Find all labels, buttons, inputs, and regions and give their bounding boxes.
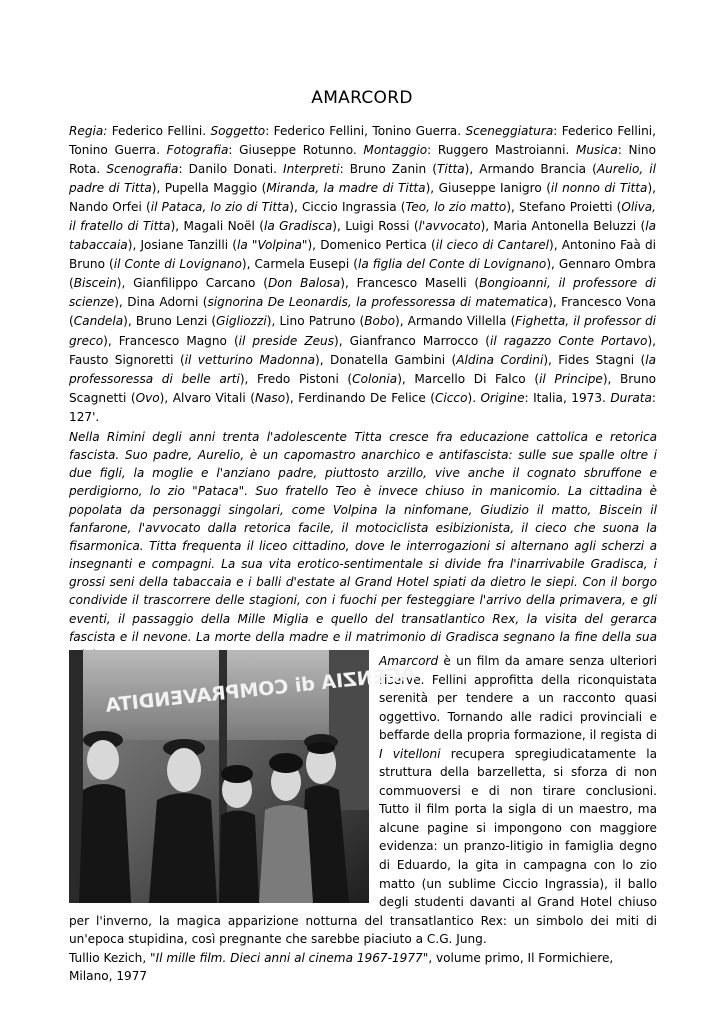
credits-text-segment: : Giuseppe Rotunno.	[228, 143, 364, 158]
credits-text-segment: ), Armando Brancia (	[464, 162, 597, 177]
credits-text-segment: il Pataca, lo zio di Titta	[150, 200, 290, 215]
credits-text-segment: Oliva, il fratello di Titta	[69, 200, 657, 234]
credits-text-segment: ), Fides Stagni (	[543, 352, 646, 367]
credits-text-segment: ), Alvaro Vitali (	[159, 390, 255, 405]
credits-text-segment: ), Stefano Proietti (	[506, 200, 622, 215]
credits-text-segment: ), Fredo Pistoni (	[239, 371, 353, 386]
credits-text-segment: : Federico Fellini, Tonino Guerra.	[265, 124, 466, 138]
credits-text-segment: Regia:	[69, 124, 108, 138]
credits-text-segment: Fighetta, il professor di greco	[69, 314, 656, 348]
credits-text-segment: ), Donatella Gambini (	[315, 352, 457, 367]
review-section	[69, 652, 657, 986]
source-text-segment: Il mille film. Dieci anni al cinema 1967-1977	[155, 950, 423, 965]
credits-text-segment: la "Volpina"	[236, 238, 308, 253]
credits-text-segment: ), Gennaro Ombra (	[69, 257, 656, 291]
credits-text-segment: il Conte di Lovignano	[113, 257, 242, 272]
credits-text-segment: : Italia, 1973.	[524, 390, 611, 405]
credits-text-segment: ).	[467, 390, 481, 405]
credits-text-segment: Cicco	[434, 390, 468, 405]
page-title: AMARCORD	[311, 88, 413, 108]
source-text-segment: ", volume primo, Il Formichiere, Milano, 1977	[69, 950, 614, 984]
credits-text-segment: il nonno di Titta	[550, 181, 648, 196]
credits-text-segment: Federico Fellini.	[107, 124, 211, 138]
credits-text-segment: Don Balosa	[267, 276, 341, 291]
credits-text-segment: il preside Zeus	[238, 333, 335, 348]
credits-text-segment: ), Domenico Pertica (	[307, 238, 436, 253]
credits-text-segment: ), Bruno Scagnetti (	[69, 371, 657, 405]
source-text-segment: Tullio Kezich, "	[69, 950, 156, 965]
review-text-segment: recupera spregiudicatamente la struttura della barzelletta, si sforza di non commuoversi e di non tirare conclusioni. Tutto il film porta la sigla di un maestro, ma alcune pagine si impongono con maggiore evidenza: un pranzo-litigio in famiglia degno di Eduardo, la gita in campagna con lo zio matto (un sublime Ciccio Ingrassia), il ballo degli studenti davanti al Grand Hotel chiuso per l'inverno, la magica apparizione notturna del transatlantico Rex: un simbolo dei miti di un'epoca stupidina, così pregnante che sarebbe piaciuto a C.G. Jung.	[69, 746, 657, 947]
credits-text-segment: Montaggio	[363, 143, 428, 158]
credits-text-segment: ), Magali Noël (	[170, 219, 264, 234]
credits-text-segment: ), Francesco Magno (	[103, 333, 239, 348]
credits-text-segment: Gigliozzi	[216, 314, 267, 329]
credits-text-segment: Bongioanni, il professore di scienze	[69, 276, 656, 310]
credits-text-segment: il Principe	[539, 371, 603, 386]
credits-text-segment: : 127'.	[69, 390, 656, 424]
credits-text-segment: Titta	[437, 162, 465, 177]
credits-text-segment: ), Giuseppe Ianigro (	[425, 181, 551, 196]
credits-text-segment: ), Gianfranco Marrocco (	[334, 333, 490, 348]
credits-text-segment: Aldina Cordini	[456, 352, 544, 367]
credits-text-segment: Colonia	[352, 371, 398, 386]
credits-paragraph	[69, 122, 656, 427]
credits-text-segment: la figlia del Conte di Lovignano	[357, 257, 547, 272]
credits-text-segment: ), Gianfilippo Carcano (	[116, 276, 268, 291]
source-citation	[69, 949, 657, 986]
credits-text-segment: Miranda, la madre di Titta	[266, 181, 426, 196]
credits-text-segment: ), Armando Villella (	[394, 314, 516, 329]
credits-text-segment: l'avvocato	[418, 219, 481, 234]
credits-text-segment: ), Maria Antonella Beluzzi (	[480, 219, 646, 234]
credits-text-segment: ), Antonino Faà di Bruno (	[69, 238, 656, 272]
credits-text-segment: Teo, lo zio matto	[405, 200, 507, 215]
credits-text-segment: : Federico Fellini, Tonino Guerra.	[69, 124, 656, 158]
credits-text-segment: : Ruggero Mastroianni.	[427, 143, 576, 158]
credits-text-segment: Origine	[480, 390, 525, 405]
credits-text-segment: il cieco di Cantarel	[435, 238, 549, 253]
credits-text-segment: Aurelio, il padre di Titta	[69, 162, 656, 196]
credits-text-segment: ), Fausto Signoretti (	[69, 333, 656, 367]
shop-sign-text: AGENZIA di COMPRAVENDITA	[104, 662, 417, 717]
credits-text-segment: ), Marcello Di Falco (	[397, 371, 540, 386]
credits-text-segment: : Bruno Zanin (	[339, 162, 437, 177]
credits-text-segment: il ragazzo Conte Portavo	[489, 333, 648, 348]
review-text-segment: Amarcord	[379, 654, 439, 668]
credits-text-segment: ), Josiane Tanzilli (	[127, 238, 237, 253]
credits-text-segment: Sceneggiatura	[465, 124, 554, 138]
credits-text-segment: ), Lino Patruno (	[266, 314, 365, 329]
credits-text-segment: Fotografia	[166, 143, 229, 158]
credits-text-segment: ), Francesco Maselli (	[340, 276, 480, 291]
credits-text-segment: la Gradisca	[263, 219, 333, 234]
credits-text-segment: ), Ciccio Ingrassia (	[289, 200, 406, 215]
credits-text-segment: Durata	[610, 390, 652, 405]
credits-text-segment: Bobo	[364, 314, 395, 329]
credits-text-segment: il vetturino Madonna	[184, 352, 316, 367]
credits-text-segment: Candela	[73, 314, 124, 329]
credits-text-segment: ), Pupella Maggio (	[151, 181, 267, 196]
credits-text-segment: la tabaccaia	[69, 219, 656, 253]
credits-text-segment: Ovo	[135, 390, 160, 405]
credits-text-segment: ), Bruno Lenzi (	[123, 314, 217, 329]
credits-text-segment: : Danilo Donati.	[178, 162, 284, 177]
credits-text-segment: Biscein	[73, 276, 117, 291]
credits-text-segment: Interpreti	[283, 162, 340, 177]
credits-text-segment: la professoressa di belle arti	[69, 352, 657, 386]
credits-text-segment: Scenografia	[106, 162, 179, 177]
credits-text-segment: signorina De Leonardis, la professoressa di matematica	[207, 295, 549, 310]
synopsis-paragraph: Nella Rimini degli anni trenta l'adolescente Titta cresce fra educazione cattolica e retorica fascista. Suo padre, Aurelio, è un capomastro anarchico e antifascista: sulle sue spalle oltre i due figli, la moglie e l'anziano padre, piuttosto arzillo, vive anche il cognato sbruffone e perdigiorno, lo zio "Pataca". Suo fratello Teo è invece chiuso in manicomio. La cittadina è popolata da personaggi singolari, come Volpina la ninfomane, Giudizio il matto, Biscein il fanfarone, l'avvocato dalla retorica facile, il motociclista esibizionista, il cieco che suona la fisarmonica. Titta frequenta il liceo cittadino, dove le interrogazioni si alternano agli scherzi a insegnanti e compagni. La sua vita erotico-sentimentale si divide fra l'inarrivabile Gradisca, i grossi seni della tabaccaia e i balli d'estate al Grand Hotel spiati da dietro le siepi. Con il borgo condivide il trascorrere delle stagioni, con i fuochi per festeggiare l'arrivo della primavera, e gli eventi, il passaggio della Mille Miglia e quello del transatlantico Rex, la visita del gerarca fascista e il nevone. La morte della madre e il matrimonio di Gradisca segnano la fine della sua	[69, 430, 657, 644]
review-text-segment: I vitelloni	[379, 746, 441, 761]
credits-text-segment: : Nino Rota.	[69, 143, 656, 177]
credits-text-segment: Soggetto	[210, 124, 266, 138]
credits-text-segment: Naso	[254, 390, 286, 405]
credits-text-segment: ), Carmela Eusepi (	[241, 257, 358, 272]
credits-text-segment: ), Francesco Vona (	[69, 295, 656, 329]
credits-text-segment: Musica	[575, 143, 618, 158]
credits-text-segment: ), Dina Adorni (	[114, 295, 208, 310]
review-text-segment: è un film da amare senza ulteriori riserve. Fellini approfitta della riconquistata serenità per tendere a un racconto quasi oggettivo. Tornando alle radici provinciali e beffarde della propria formazione, il regista di	[379, 654, 657, 743]
credits-text-segment: ), Luigi Rossi (	[332, 219, 419, 234]
credits-text-segment: ), Ferdinando De Felice (	[285, 390, 435, 405]
credits-text-segment: ), Nando Orfei (	[69, 181, 657, 215]
